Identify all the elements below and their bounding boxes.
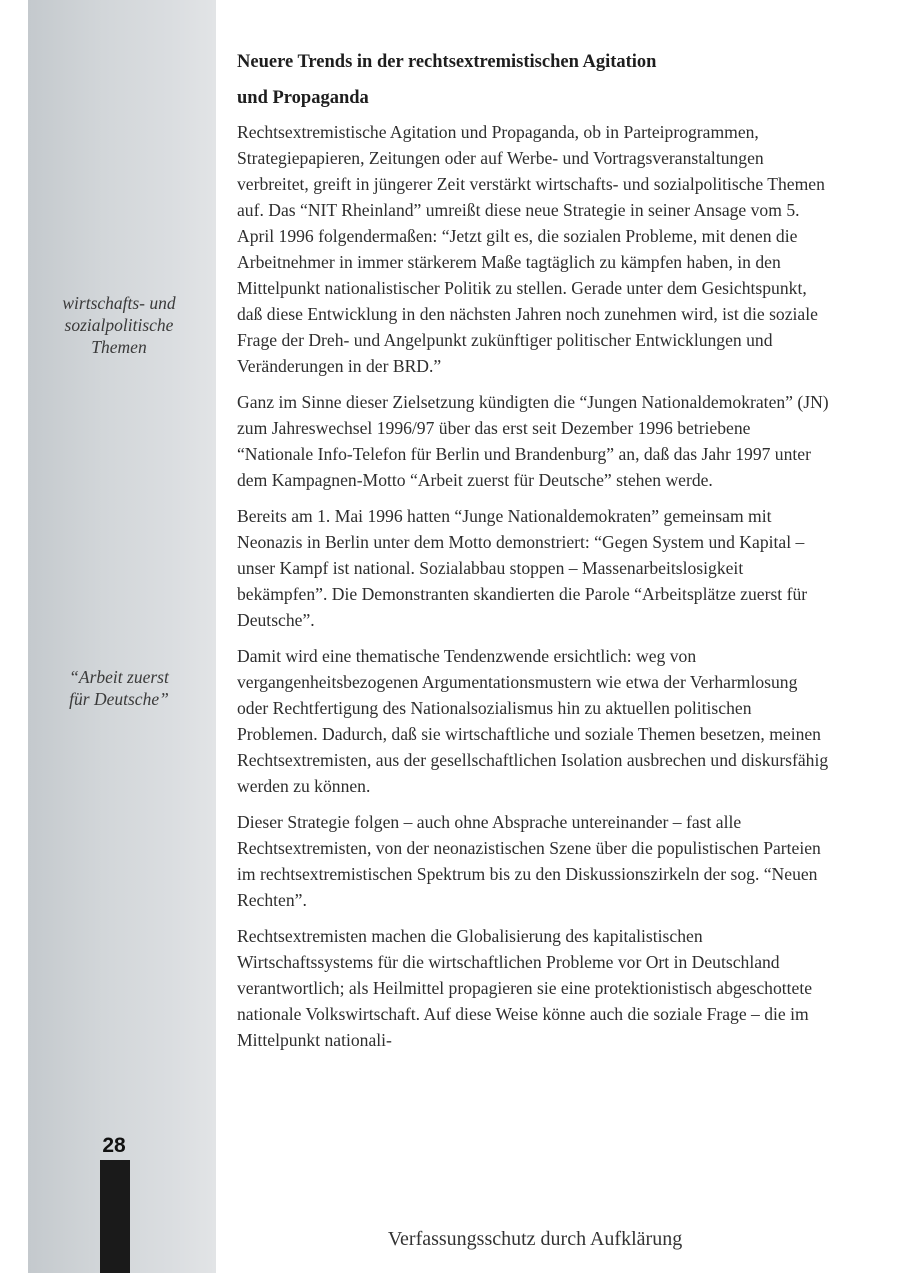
section-heading [237, 44, 837, 116]
paragraph-1: Rechtsextremistische Agitation und Propaganda, ob in Parteiprogrammen, Strategiepapieren, Zeitungen oder auf Werbe- und Vortragsveranstaltungen verbreitet, greift in jüngerer Zeit verstärkt wirtschafts- und sozialpolitische Themen auf. Das “NIT Rheinland” umreißt diese neue Strategie in seiner Ansage vom 5. April 1996 folgendermaßen: “Jetzt gilt es, die sozialen Probleme, mit denen die Arbeitnehmer in immer stärkerem Maße tagtäglich zu kämpfen haben, in den Mittelpunkt nationalistischer Politik zu stellen. Gerade unter dem Gesichtspunkt, daß diese Entwicklung in den nächsten Jahren noch zunehmen wird, ist die soziale Frage der Dreh- und Angelpunkt zukünftiger politischer Entwicklungen und Veränderungen in der BRD.” [237, 122, 825, 376]
paragraph-2: Ganz im Sinne dieser Zielsetzung kündigten die “Jungen Nationaldemokraten” (JN) zum Jahreswechsel 1996/97 über das erst seit Dezember 1996 betriebene “Nationale Info-Telefon für Berlin und Brandenburg” an, daß das Jahr 1997 unter dem Kampagnen-Motto “Arbeit zuerst für Deutsche” stehen werde. [237, 392, 829, 490]
margin-note-themes: wirtschafts- und sozialpolitische Themen [62, 293, 176, 357]
heading-line-1: Neuere Trends in der rechtsextremistischen Agitation [237, 52, 657, 72]
margin-note-motto: “Arbeit zuerst für Deutsche” [69, 667, 169, 709]
margin-sidebar [28, 0, 216, 1273]
body-text [237, 119, 829, 1063]
paragraph-4: Damit wird eine thematische Tendenzwende ersichtlich: weg von vergangenheitsbezogenen Argumentationsmustern wie etwa der Verharmlosung oder Rechtfertigung des Nationalsozialismus hin zu aktuellen politischen Problemen. Dadurch, daß sie wirtschaftliche und soziale Themen besetzen, meinen Rechtsextremisten, aus der gesellschaftlichen Isolation ausbrechen und diskursfähig werden zu können. [237, 646, 829, 796]
paragraph-5: Dieser Strategie folgen – auch ohne Absprache untereinander – fast alle Rechtsextremisten, von der neonazistischen Szene über die populistischen Parteien im rechtsextremistischen Spektrum bis zu den Diskussionszirkeln der sog. “Neuen Rechten”. [237, 812, 821, 910]
paragraph-3: Bereits am 1. Mai 1996 hatten “Junge Nationaldemokraten” gemeinsam mit Neonazis in Berlin unter dem Motto demonstriert: “Gegen System und Kapital – unser Kampf ist national. Sozialabbau stoppen – Massenarbeitslosigkeit bekämpfen”. Die Demonstranten skandierten die Parole “Arbeitsplätze zuerst für Deutsche”. [237, 506, 808, 630]
page-number: 28 [102, 1134, 126, 1157]
page-number-bar [100, 1160, 130, 1273]
paragraph-6: Rechtsextremisten machen die Globalisierung des kapitalistischen Wirtschaftssystems für die wirtschaftlichen Probleme vor Ort in Deutschland verantwortlich; als Heilmittel propagieren sie eine protektionistisch abgeschottete nationale Volkswirtschaft. Auf diese Weise könne auch die soziale Frage – die im Mittelpunkt nationali- [237, 926, 813, 1050]
heading-line-2: und Propaganda [237, 88, 369, 108]
page-footer: Verfassungsschutz durch Aufklärung [387, 1228, 683, 1250]
